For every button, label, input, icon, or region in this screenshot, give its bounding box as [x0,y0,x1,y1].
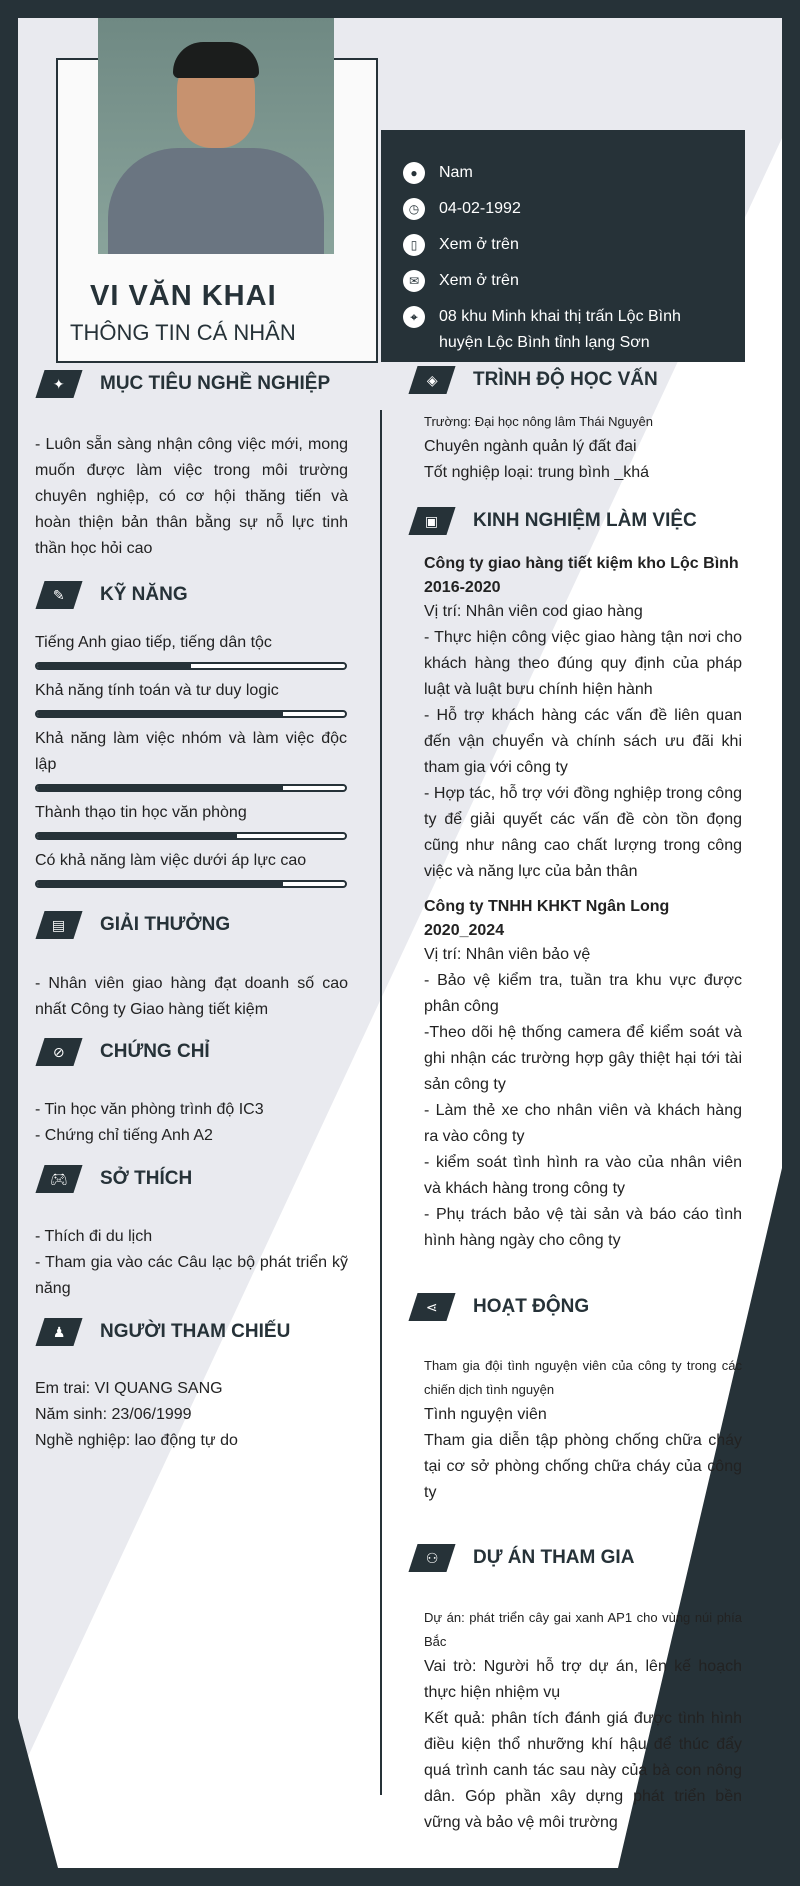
awards-text: - Nhân viên giao hàng đạt doanh số cao nhất Công ty Giao hàng tiết kiệm [35,975,348,1018]
skill-label: Thành thạo tin học văn phòng [35,804,247,821]
hobby-line: - Tham gia vào các Câu lạc bộ phát triển kỹ năng [35,1254,348,1297]
skill-level-fill [37,882,283,886]
phone-icon: ▯ [403,234,425,256]
skills-title: KỸ NĂNG [100,584,188,605]
projects-title: DỰ ÁN THAM GIA [473,1547,635,1568]
skill-level-fill [37,664,191,668]
certificate-line: - Chứng chỉ tiếng Anh A2 [35,1127,213,1144]
job-duty: - kiểm soát tình hình ra vào của nhân viên và khách hàng trong công ty [424,1154,742,1197]
pencil-icon: ✎ [53,586,65,603]
experience-header [413,507,697,535]
reference-line: Năm sinh: 23/06/1999 [35,1406,192,1423]
skills-header [40,581,188,609]
user-icon: ● [403,162,425,184]
objective-header [40,370,330,398]
compass-icon: ⊘ [53,1043,65,1060]
contact-address: ⌖ 08 khu Minh khai thị trấn Lộc Bình huyện Lộc Bình tỉnh lạng Sơn [403,304,693,356]
location-icon: ⌖ [403,306,425,328]
certificates-header [40,1038,210,1066]
layers-icon: ◈ [426,371,438,388]
education-major: Chuyên ngành quản lý đất đai [424,438,637,455]
certificates-title: CHỨNG CHỈ [100,1041,210,1062]
job-duty: - Phụ trách bảo vệ tài sản và báo cáo tình hình hàng ngày cho công ty [424,1206,742,1249]
activity-desc: Tham gia diễn tập phòng chống chữa cháy tại cơ sở phòng chống chữa cháy của công ty [424,1432,742,1501]
skill-level-bar [35,662,347,670]
activities-title: HOẠT ĐỘNG [473,1296,590,1317]
skill-level-fill [37,712,283,716]
objective-text: - Luôn sẵn sàng nhận công việc mới, mong muốn được làm việc trong môi trường chuyên nghiệp, có cơ hội thăng tiến và hoàn thiện bản thân bằng sự nỗ lực tinh thần học hỏi cao [35,436,348,557]
personal-info-heading: THÔNG TIN CÁ NHÂN [70,320,296,345]
projects-header [413,1544,634,1572]
hobbies-title: SỞ THÍCH [100,1168,193,1189]
skill-level-bar [35,832,347,840]
job-period: 2016-2020 [424,579,501,596]
job-duty: - Bảo vệ kiểm tra, tuần tra khu vực được phân công [424,972,742,1015]
reference-line: Nghề nghiệp: lao động tự do [35,1432,238,1449]
job-position: Vị trí: Nhân viên bảo vệ [424,946,591,963]
skill-label: Khả năng tính toán và tư duy logic [35,682,279,699]
job-company: Công ty giao hàng tiết kiệm kho Lộc Bình [424,555,739,572]
job-duty: - Thực hiện công việc giao hàng tận nơi cho khách hàng theo đúng quy định của pháp luật và luật bưu chính hiện hành [424,629,742,698]
experience-title: KINH NGHIỆM LÀM VIỆC [473,510,697,531]
job-duty: - Làm thẻ xe cho nhân viên và khách hàng ra vào công ty [424,1102,742,1145]
contact-panel [381,130,745,362]
job-duty: - Hợp tác, hỗ trợ với đồng nghiệp trong công ty để giải quyết các vấn đề còn tồn đọng cũng như nâng cao chất lượng trong công việc và năng lực của bản thân [424,785,742,880]
activities-header [413,1293,589,1321]
profile-photo [98,18,334,254]
job-company: Công ty TNHH KHKT Ngân Long [424,898,670,915]
contact-email: ✉ Xem ở trên [403,268,519,294]
certificate-line: - Tin học văn phòng trình độ IC3 [35,1101,264,1118]
skill-level-bar [35,784,347,792]
objective-title: MỤC TIÊU NGHỀ NGHIỆP [100,373,331,394]
skill-label: Tiếng Anh giao tiếp, tiếng dân tộc [35,634,272,651]
contact-phone: ▯ Xem ở trên [403,232,519,258]
person-icon: ♟ [52,1323,66,1340]
gamepad-icon: 🎮︎ [50,1170,68,1187]
share-icon: ⋖ [426,1298,438,1315]
job-period: 2020_2024 [424,922,505,939]
project-result: Kết quả: phân tích đánh giá được tình hình điều kiện thổ nhưỡng khí hậu để thúc đẩy quá trình canh tác sau này của bà con nông dân. Góp phần xây dựng phát triển bền vững và bảo vệ môi trường [424,1710,742,1831]
skill-label: Khả năng làm việc nhóm và làm việc độc lập [35,730,347,773]
pin-icon: ✦ [53,375,65,392]
clock-icon: ◷ [403,198,425,220]
job-duty: - Hỗ trợ khách hàng các vấn đề liên quan đến vận chuyển và chính sách ưu đãi khi tham gia với công ty [424,707,742,776]
contact-birthdate: ◷ 04-02-1992 [403,196,521,222]
group-icon: ⚇ [425,1549,439,1566]
skill-label: Có khả năng làm việc dưới áp lực cao [35,852,307,869]
column-divider [380,410,382,1795]
job-position: Vị trí: Nhân viên cod giao hàng [424,603,643,620]
awards-title: GIẢI THƯỞNG [100,914,231,935]
job-duty: -Theo dõi hệ thống camera để kiểm soát và ghi nhận các trường hợp gây thiệt hại tới tài sản công ty [424,1024,742,1093]
skill-level-fill [37,834,237,838]
references-title: NGƯỜI THAM CHIẾU [100,1321,291,1342]
document-icon: ▤ [52,916,66,933]
education-header [413,366,658,394]
activity-org: Tham gia đội tình nguyện viên của công ty trong các chiến dịch tình nguyện [424,1358,742,1397]
reference-line: Em trai: VI QUANG SANG [35,1380,223,1397]
candidate-name: VI VĂN KHAI [90,280,277,312]
skill-level-bar [35,710,347,718]
hobbies-header [40,1165,192,1193]
project-name: Dự án: phát triển cây gai xanh AP1 cho vùng núi phía Bắc [424,1610,742,1649]
project-role: Vai trò: Người hỗ trợ dự án, lên kế hoạch thực hiện nhiệm vụ [424,1658,742,1701]
skill-level-fill [37,786,283,790]
references-header [40,1318,290,1346]
mail-icon: ✉ [403,270,425,292]
activity-role: Tình nguyện viên [424,1406,547,1423]
education-school: Trường: Đại học nông lâm Thái Nguyên [424,414,653,429]
contact-gender: ● Nam [403,160,473,186]
id-card-icon: ▣ [425,512,439,529]
hobby-line: - Thích đi du lịch [35,1228,153,1245]
education-title: TRÌNH ĐỘ HỌC VẤN [473,369,658,390]
education-grade: Tốt nghiệp loại: trung bình _khá [424,464,650,481]
awards-header [40,911,230,939]
skill-level-bar [35,880,347,888]
